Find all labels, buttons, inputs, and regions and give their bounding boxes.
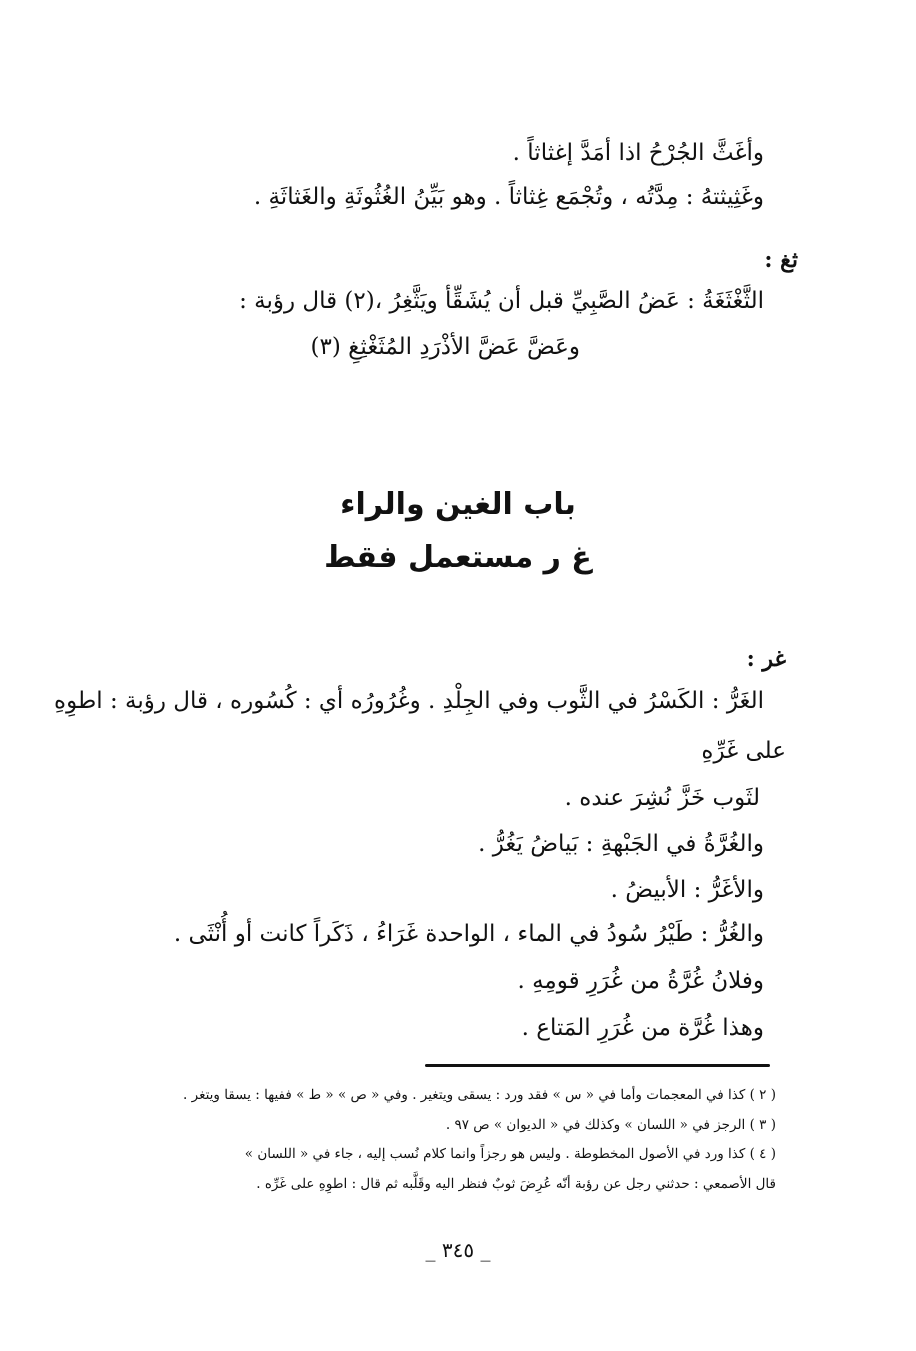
footnote-rule [425, 1064, 770, 1067]
text-line-1: وأغَثَّ الجُرْحُ اذا أمَدَّ إغثاثاً . [512, 140, 764, 166]
entry-thagh-line-2: وعَضَّ عَضَّ الأذْرَدِ المُثَغْثِغِ (٣) [310, 334, 580, 360]
entry-head-thagh: ثغ : [764, 247, 798, 273]
entry-thagh-line-1: الثَّغْثَغَةُ : عَضُ الصَّبِيِّ قبل أن يُشَقِّأ ويَثَّغِرُ ،(٢) قال رؤبة : [239, 288, 764, 314]
footnote-4: ( ٤ ) كذا ورد في الأصول المخطوطة . وليس هو رجزاً وانما كلام نُسب إليه ، جاء في « اللسان » [244, 1146, 776, 1162]
footnote-4-continued: قال الأصمعي : حدثني رجل عن رؤبة أنّه عُرِضَ ثوبٌ فنظر اليه وقَلَّبه ثم قال : اطوِهِ على غَرِّه . [256, 1176, 776, 1192]
entry-ghar-line-6: والغُرُّ : طَيْرُ سُودُ في الماء ، الواحدة غَرَاءُ ، ذَكَراً كانت أو أُنْثَى . [173, 921, 764, 947]
entry-head-ghar: غر : [746, 646, 786, 672]
entry-ghar-line-2: على غَرِّهِ [701, 738, 786, 764]
verse-line: لثَوب خَزَّ نُشِرَ عنده . [564, 785, 760, 811]
text-line-2: وغَثِيثتهُ : مِدَّتُه ، وتُجْمَع غِثاثاً . وهو بَيِّنُ الغُثُوثَةِ والغَثاثَةِ . [253, 184, 764, 210]
section-title: باب الغين والراء [340, 487, 576, 522]
entry-ghar-line-1: الغَرُّ : الكَسْرُ في الثَّوب وفي الجِلْدِ . وغُرُورُه أي : كُسُوره ، قال رؤبة : اطوِهِ [54, 688, 764, 714]
page-number: _ ٣٤٥ _ [425, 1238, 491, 1262]
entry-ghar-line-8: وهذا غُرَّة من غُرَرِ المَتاع . [521, 1015, 764, 1041]
entry-ghar-line-4: والغُرَّةُ في الجَبْهةِ : بَياضُ يَغُرُّ . [478, 831, 764, 857]
entry-ghar-line-7: وفلانُ غُرَّةُ من غُرَرِ قومِهِ . [517, 968, 764, 994]
section-subtitle: غ ر مستعمل فقط [324, 540, 592, 575]
entry-ghar-line-5: والأغَرُّ : الأبيضُ . [610, 877, 764, 903]
footnote-3: ( ٣ ) الرجز في « اللسان » وكذلك في « الديوان » ص ٩٧ . [445, 1117, 776, 1133]
footnote-2: ( ٢ ) كذا في المعجمات وأما في « س » فقد ورد : يسقى ويتغير . وفي « ص » « ط » ففيها : يسقا ويتغر . [183, 1087, 776, 1103]
